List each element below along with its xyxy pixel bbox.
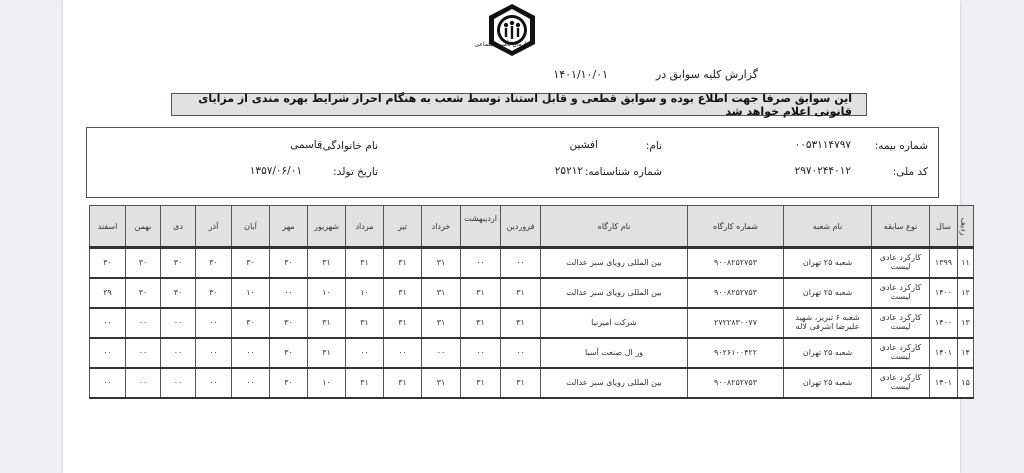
col-header-tir: تیر (384, 206, 422, 248)
cell-tir: ۳۱ (384, 278, 422, 308)
last-name-value: قاسمی (290, 139, 322, 151)
cell-row-number: ۱۵ (958, 368, 974, 398)
cell-dey: ۳۰ (161, 278, 196, 308)
col-header-azar: آذر (196, 206, 232, 248)
cell-dey: ۰۰ (161, 308, 196, 338)
cell-mordad: ۳۱ (346, 248, 384, 279)
cell-branch-name: شعبه ۲۵ تهران (784, 278, 872, 308)
cell-farvardin: ۳۱ (501, 308, 541, 338)
table-row (90, 248, 974, 279)
cell-mehr: ۳۰ (270, 368, 308, 398)
col-header-mordad: مرداد (346, 206, 384, 248)
cell-branch-name: شعبه ۲۵ تهران (784, 368, 872, 398)
cell-bahman: ۳۰ (126, 278, 161, 308)
social-security-logo-icon (486, 3, 538, 57)
cell-year: ۱۳۹۹ (930, 248, 958, 279)
cell-esfand: ۰۰ (90, 308, 126, 338)
national-code-value: ۲۹۷۰۲۴۴۰۱۲ (794, 165, 851, 177)
first-name-label: نام: (645, 140, 662, 152)
cell-farvardin: ۳۱ (501, 368, 541, 398)
birth-date-label: تاریخ تولد: (333, 166, 378, 178)
cell-branch-name: شعبه ۲۵ تهران (784, 338, 872, 368)
cell-bahman: ۰۰ (126, 368, 161, 398)
id-number-value: ۲۵۲۱۲ (554, 165, 583, 177)
cell-esfand: ۰۰ (90, 368, 126, 398)
table-row (90, 278, 974, 308)
col-header-workshop-name: نام کارگاه (541, 206, 688, 248)
cell-aban: ۳۰ (232, 248, 270, 279)
col-header-dey: دی (161, 206, 196, 248)
birth-date-value: ۱۳۵۷/۰۶/۰۱ (249, 165, 302, 177)
cell-record-type: کارکرد عادی لیست (872, 308, 930, 338)
cell-shahrivar: ۳۱ (308, 248, 346, 279)
cell-workshop-number: ۹۰۲۶۱۰۰۴۲۲ (688, 338, 784, 368)
cell-farvardin: ۰۰ (501, 248, 541, 279)
cell-esfand: ۲۹ (90, 278, 126, 308)
id-number-label: شماره شناسنامه: (584, 166, 662, 178)
cell-tir: ۰۰ (384, 338, 422, 368)
disclaimer-notice: این سوابق صرفا جهت اطلاع بوده و سوابق قطعی و قابل استناد توسط شعب به هنگام احراز شرایط بهره مندی از مزایای قانونی اعلام خواهد شد (171, 93, 867, 116)
cell-dey: ۰۰ (161, 368, 196, 398)
person-info-box (86, 127, 939, 198)
national-code-label: کد ملی: (892, 166, 928, 178)
cell-workshop-name: بین المللی رویای سبز عدالت (541, 368, 688, 398)
cell-shahrivar: ۳۱ (308, 338, 346, 368)
cell-azar: ۰۰ (196, 368, 232, 398)
table-header-row (90, 206, 974, 248)
cell-row-number: ۱۲ (958, 278, 974, 308)
cell-mordad: ۰۰ (346, 338, 384, 368)
cell-khordad: ۳۱ (422, 308, 461, 338)
cell-dey: ۰۰ (161, 338, 196, 368)
cell-year: ۱۴۰۱ (930, 338, 958, 368)
cell-shahrivar: ۱۰ (308, 278, 346, 308)
cell-mehr: ۳۰ (270, 308, 308, 338)
cell-row-number: ۱۴ (958, 338, 974, 368)
cell-esfand: ۳۰ (90, 248, 126, 279)
first-name-value: افشین (569, 139, 598, 151)
report-label: گزارش کلیه سوابق در (655, 68, 758, 81)
cell-aban: ۳۰ (232, 308, 270, 338)
table-row (90, 308, 974, 338)
cell-workshop-name: ور ال صنعت آسیا (541, 338, 688, 368)
cell-record-type: کارکرد عادی لیست (872, 248, 930, 279)
col-header-year: سال (930, 206, 958, 248)
col-header-ordibehesht: اردیبهشت (461, 206, 501, 248)
cell-mordad: ۱۰ (346, 278, 384, 308)
cell-shahrivar: ۱۰ (308, 368, 346, 398)
cell-bahman: ۳۰ (126, 248, 161, 279)
cell-mehr: ۰۰ (270, 278, 308, 308)
cell-esfand: ۰۰ (90, 338, 126, 368)
cell-bahman: ۰۰ (126, 308, 161, 338)
cell-khordad: ۳۱ (422, 248, 461, 279)
cell-workshop-number: ۹۰۰۸۲۵۲۷۵۳ (688, 368, 784, 398)
cell-tir: ۳۱ (384, 368, 422, 398)
insurance-number-label: شماره بیمه: (874, 140, 928, 152)
cell-record-type: کارکرد عادی لیست (872, 278, 930, 308)
cell-tir: ۳۱ (384, 248, 422, 279)
cell-ordibehesht: ۳۱ (461, 368, 501, 398)
cell-branch-name: شعبه ۲۵ تهران (784, 248, 872, 279)
cell-farvardin: ۰۰ (501, 338, 541, 368)
cell-ordibehesht: ۳۱ (461, 308, 501, 338)
cell-ordibehesht: ۰۰ (461, 248, 501, 279)
cell-record-type: کارکرد عادی لیست (872, 368, 930, 398)
cell-khordad: ۳۱ (422, 278, 461, 308)
cell-year: ۱۴۰۰ (930, 308, 958, 338)
col-header-esfand: اسفند (90, 206, 126, 248)
cell-azar: ۰۰ (196, 338, 232, 368)
cell-workshop-name: بین المللی رویای سبز عدالت (541, 248, 688, 279)
cell-row-number: ۱۳ (958, 308, 974, 338)
col-header-workshop-number: شماره کارگاه (688, 206, 784, 248)
report-date: ۱۴۰۱/۱۰/۰۱ (553, 68, 608, 81)
cell-azar: ۰۰ (196, 308, 232, 338)
cell-shahrivar: ۳۱ (308, 308, 346, 338)
cell-workshop-number: ۲۷۲۲۸۳۰۰۷۷ (688, 308, 784, 338)
cell-tir: ۳۱ (384, 308, 422, 338)
cell-dey: ۳۰ (161, 248, 196, 279)
cell-mehr: ۳۰ (270, 248, 308, 279)
table-row (90, 368, 974, 398)
insurance-number-value: ۰۰۵۳۱۱۴۷۹۷ (794, 139, 851, 151)
last-name-label: نام خانوادگی: (319, 140, 378, 152)
cell-azar: ۳۰ (196, 278, 232, 308)
col-header-branch-name: نام شعبه (784, 206, 872, 248)
cell-mordad: ۳۱ (346, 368, 384, 398)
col-header-row-number: ردیف (958, 206, 974, 248)
cell-workshop-number: ۹۰۰۸۲۵۲۷۵۳ (688, 248, 784, 279)
cell-year: ۱۴۰۰ (930, 278, 958, 308)
cell-ordibehesht: ۳۱ (461, 278, 501, 308)
cell-branch-name: شعبه ۶ تبریز، شهید علیرضا اشرفی لاله (784, 308, 872, 338)
cell-ordibehesht: ۰۰ (461, 338, 501, 368)
cell-mordad: ۳۱ (346, 308, 384, 338)
cell-year: ۱۴۰۱ (930, 368, 958, 398)
cell-mehr: ۳۰ (270, 338, 308, 368)
cell-farvardin: ۳۱ (501, 278, 541, 308)
cell-khordad: ۰۰ (422, 338, 461, 368)
col-header-farvardin: فروردین (501, 206, 541, 248)
cell-record-type: کارکرد عادی لیست (872, 338, 930, 368)
col-header-bahman: بهمن (126, 206, 161, 248)
table-row (90, 338, 974, 368)
col-header-record-type: نوع سابقه (872, 206, 930, 248)
cell-workshop-name: بین المللی رویای سبز عدالت (541, 278, 688, 308)
report-page (63, 0, 970, 473)
col-header-khordad: خرداد (422, 206, 461, 248)
cell-bahman: ۰۰ (126, 338, 161, 368)
records-table (89, 205, 974, 399)
col-header-aban: آبان (232, 206, 270, 248)
col-header-mehr: مهر (270, 206, 308, 248)
col-header-shahrivar: شهریور (308, 206, 346, 248)
cell-khordad: ۳۱ (422, 368, 461, 398)
cell-workshop-name: شرکت امیرنیا (541, 308, 688, 338)
cell-aban: ۰۰ (232, 338, 270, 368)
cell-azar: ۳۰ (196, 248, 232, 279)
cell-aban: ۱۰ (232, 278, 270, 308)
cell-row-number: ۱۱ (958, 248, 974, 279)
cell-aban: ۰۰ (232, 368, 270, 398)
cell-workshop-number: ۹۰۰۸۲۵۲۷۵۳ (688, 278, 784, 308)
organization-name: سازمان تأمین اجتماعی (474, 41, 532, 48)
